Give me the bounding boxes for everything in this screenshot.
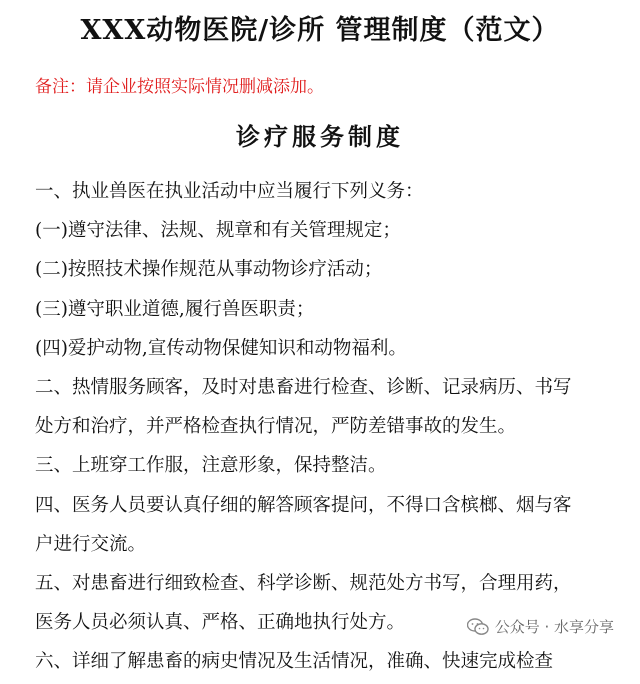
body-line: 六、详细了解患畜的病史情况及生活情况，准确、快速完成检查 [35, 651, 554, 673]
body-line: 三、上班穿工作服，注意形象，保持整洁。 [35, 455, 387, 477]
body-line: (二)按照技术操作规范从事动物诊疗活动； [35, 259, 383, 281]
body-line: 医务人员必须认真、严格、正确地执行处方。 [35, 612, 406, 634]
body-line: 户进行交流。 [35, 533, 147, 555]
body-line: 二、热情服务顾客，及时对患畜进行检查、诊断、记录病历、书写 [35, 376, 572, 398]
body-line: 四、医务人员要认真仔细的解答顾客提问，不得口含槟榔、烟与客 [35, 494, 572, 516]
document-title: XXX动物医院/诊所 管理制度（范文） [80, 15, 560, 46]
document-body [35, 175, 635, 684]
body-line: (四)爱护动物,宣传动物保健知识和动物福利。 [35, 337, 407, 359]
body-line: (三)遵守职业道德,履行兽医职责； [35, 298, 315, 320]
watermark-text: 公众号 · 水享分享 [494, 618, 614, 636]
body-line: 一、执业兽医在执业活动中应当履行下列义务： [35, 181, 424, 202]
wechat-official-account-icon [467, 618, 489, 636]
section-title: 诊疗服务制度 [236, 122, 404, 151]
watermark [463, 614, 618, 639]
editor-note: 备注：请企业按照实际情况删减添加。 [35, 77, 324, 97]
body-line: 处方和治疗，并严格检查执行情况，严防差错事故的发生。 [35, 416, 517, 438]
body-line: 五、对患畜进行细致检查、科学诊断、规范处方书写，合理用药， [35, 572, 572, 594]
body-line: (一)遵守法律、法规、规章和有关管理规定； [35, 220, 401, 242]
